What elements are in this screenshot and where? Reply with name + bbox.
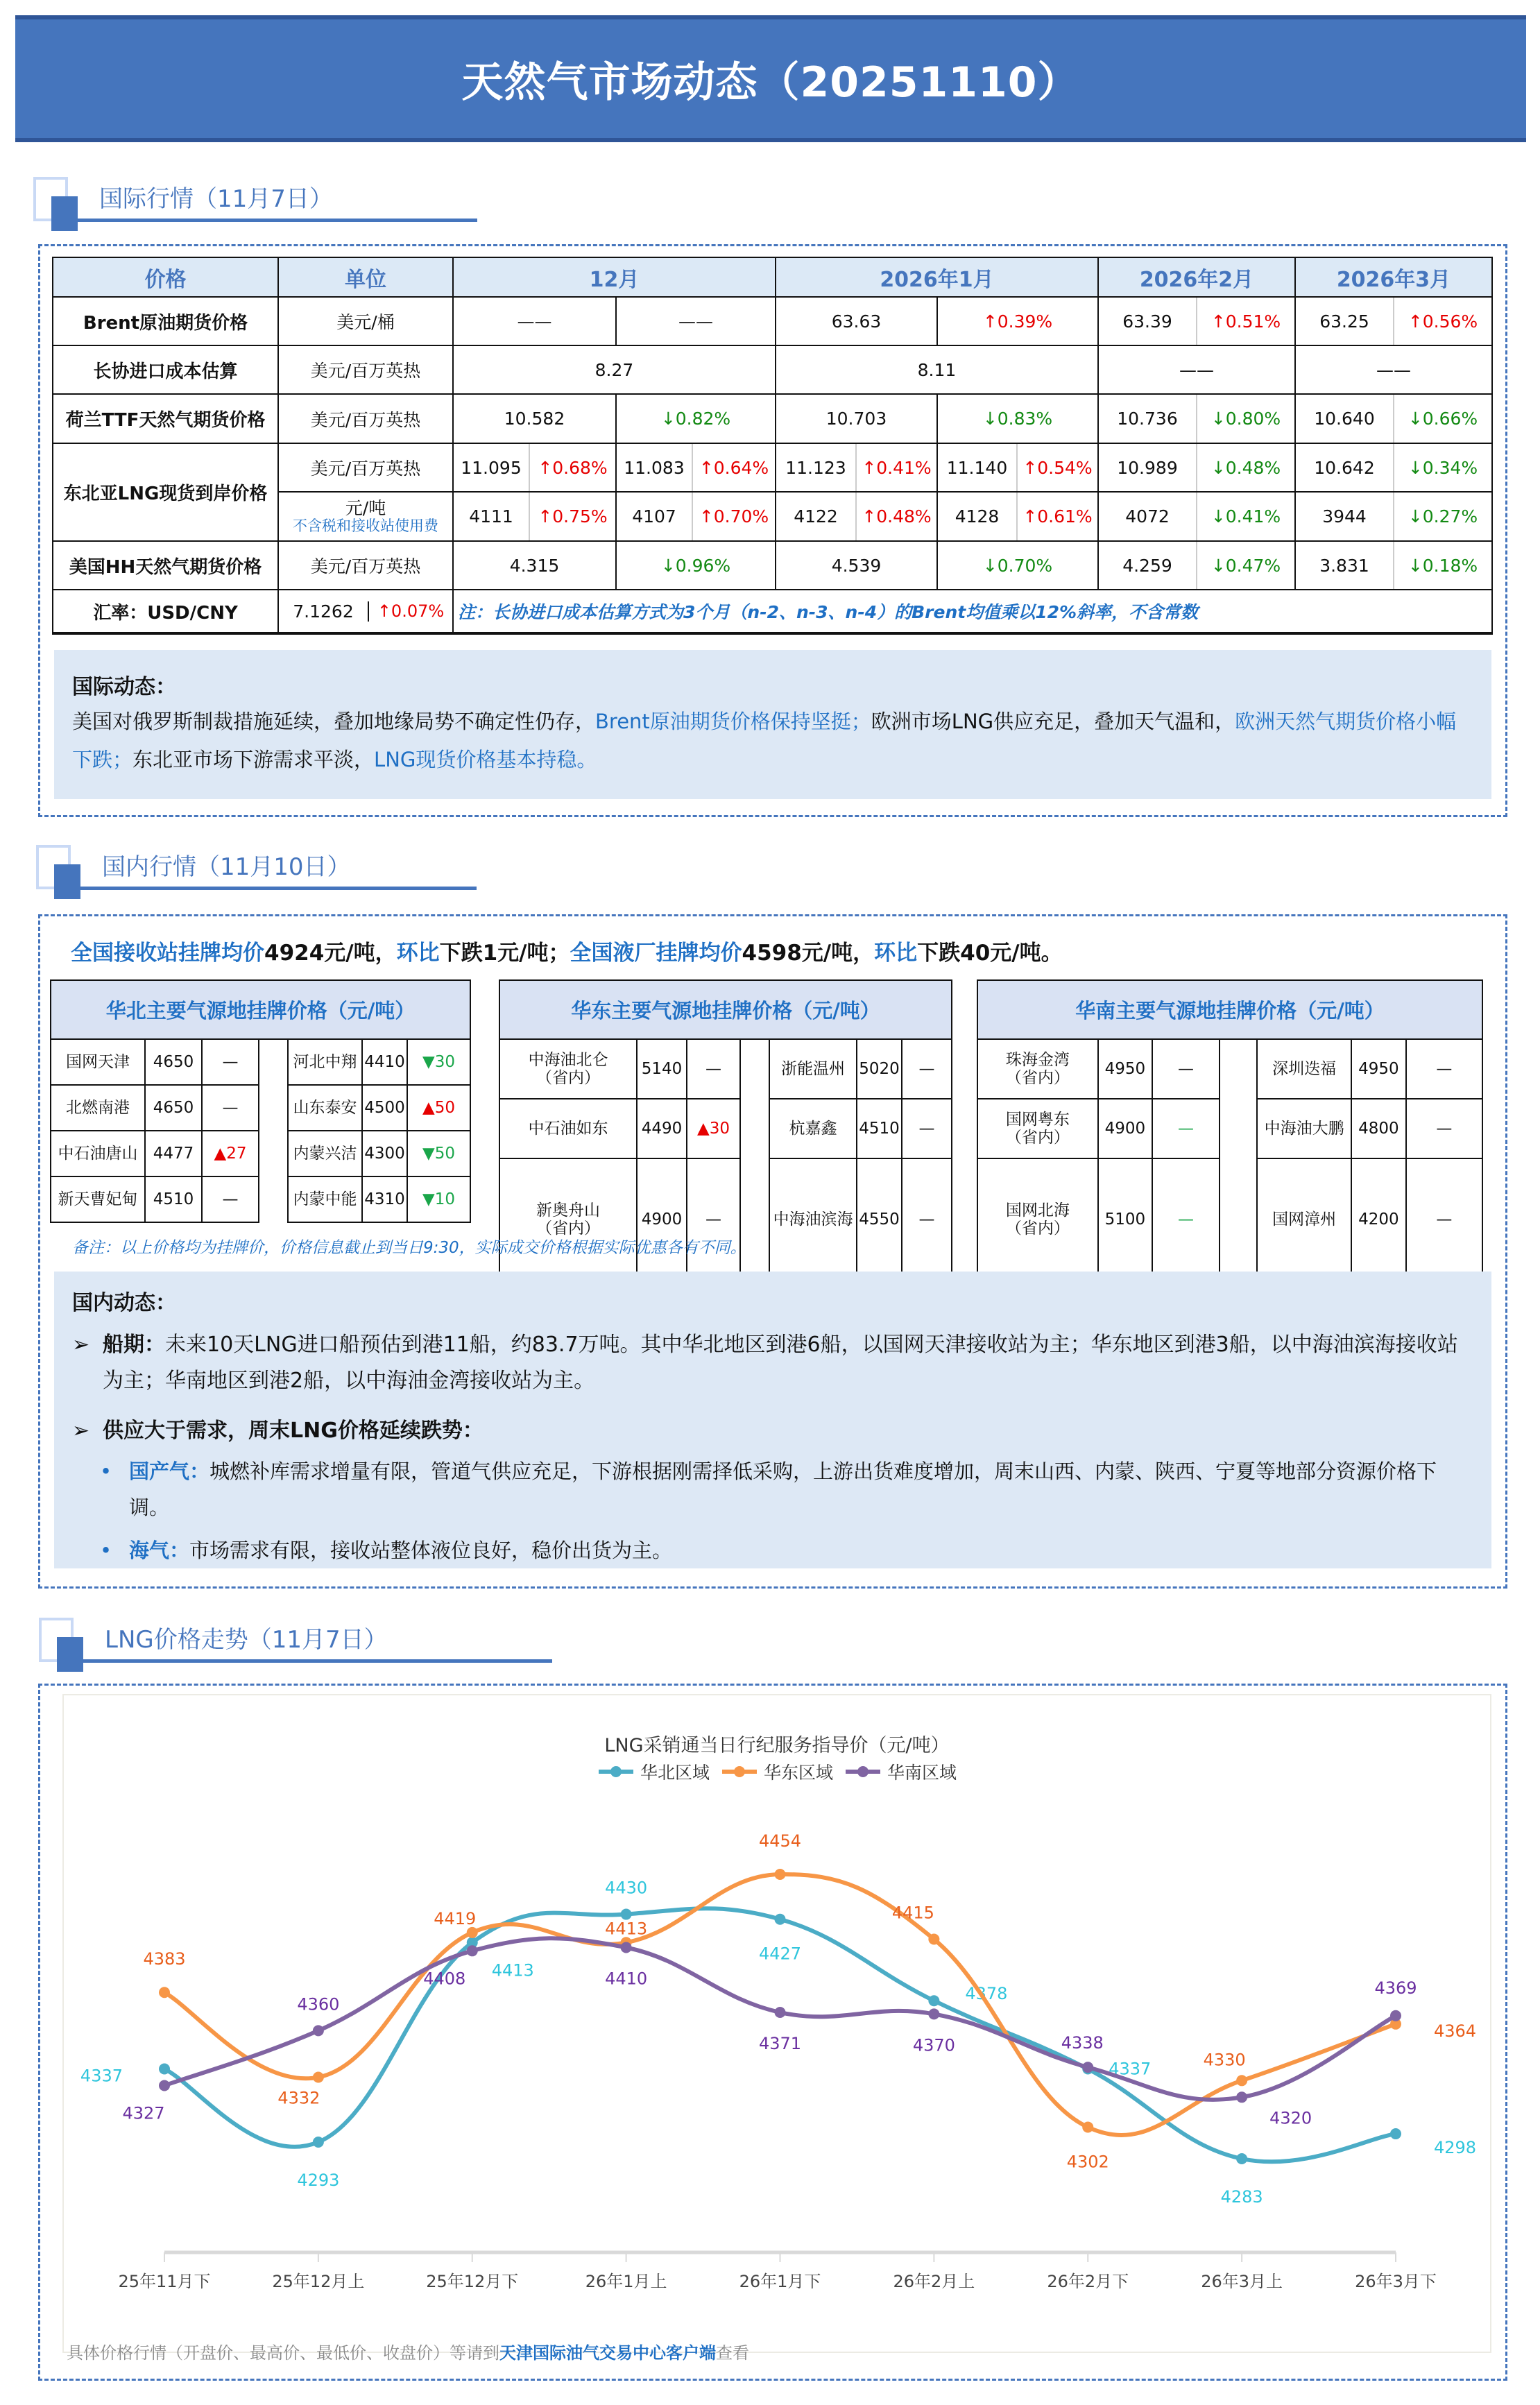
gap <box>740 1099 769 1158</box>
station-price: 4410 <box>362 1039 407 1085</box>
table-row <box>499 1158 952 1281</box>
data-label: 4413 <box>605 1919 648 1939</box>
news-highlight: 欧洲天然气期货价格小幅下跌； <box>72 710 1457 771</box>
data-point[interactable] <box>313 2072 324 2083</box>
x-tick-label: 26年2月上 <box>893 2272 975 2291</box>
data-label: 4408 <box>423 1969 466 1989</box>
cell-change: ↓0.18% <box>1394 541 1492 590</box>
cell-change: ↑0.39% <box>937 297 1098 345</box>
cell-change: ↓0.83% <box>937 394 1098 443</box>
gap <box>259 1176 288 1222</box>
cell-value: 10.736 <box>1098 394 1197 443</box>
section-underline <box>78 887 477 890</box>
data-label: 4378 <box>965 1984 1008 2004</box>
gap <box>1220 1099 1257 1158</box>
data-label: 4332 <box>277 2088 320 2108</box>
bullet-label: 海气： <box>129 1539 190 1562</box>
table-row <box>51 1039 470 1085</box>
table-row <box>499 1039 952 1099</box>
cell-value: 11.095 <box>453 443 529 492</box>
station-change: — <box>687 1158 740 1281</box>
news-text: 美国对俄罗斯制裁措施延续，叠加地缘局势不确定性仍存， <box>72 710 596 733</box>
station-name <box>977 1099 1098 1158</box>
data-label: 4360 <box>297 1994 340 2014</box>
gap <box>259 1085 288 1131</box>
data-label: 4364 <box>1434 2021 1477 2041</box>
data-label: 4327 <box>122 2103 165 2123</box>
cell-change: ↑0.56% <box>1394 297 1492 345</box>
section-square-dark-icon <box>54 864 80 899</box>
fx-change: ↑0.07% <box>377 601 445 621</box>
row-label: 汇率：USD/CNY <box>53 590 278 633</box>
cell-value: 8.11 <box>776 345 1098 394</box>
cell-value: 10.582 <box>453 394 616 443</box>
section-header-international <box>33 177 477 232</box>
data-point[interactable] <box>775 2007 786 2018</box>
col-header-jan: 2026年1月 <box>776 257 1098 297</box>
cell-value: 4072 <box>1098 492 1197 541</box>
legend-label: 华北区域 <box>640 1763 710 1783</box>
international-news <box>54 650 1491 799</box>
bullet-text: 市场需求有限，接收站整体液位良好，稳价出货为主。 <box>189 1539 673 1562</box>
data-point[interactable] <box>313 2137 324 2148</box>
station-change: — <box>1152 1099 1220 1158</box>
summary-label: 全国液厂挂牌均价 <box>570 941 742 966</box>
cell-change: ↑0.61% <box>1017 492 1098 541</box>
table-row <box>977 1039 1482 1099</box>
station-price: 4500 <box>362 1085 407 1131</box>
station-price: 4950 <box>1098 1039 1153 1099</box>
international-price-table <box>52 257 1493 635</box>
bullet-supply <box>72 1413 1473 1449</box>
station-price: 4950 <box>1351 1039 1406 1099</box>
cell-change: ↓0.96% <box>616 541 776 590</box>
region-title: 华南主要气源地挂牌价格（元/吨） <box>977 980 1482 1039</box>
unit-note: 不含税和接收站使用费 <box>293 517 438 534</box>
station-name: 深圳迭福 <box>1257 1039 1351 1099</box>
station-price: 4477 <box>145 1131 202 1176</box>
station-change: — <box>202 1085 259 1131</box>
data-point[interactable] <box>775 1914 786 1925</box>
table-row <box>51 1131 470 1176</box>
bullet-label: 供应大于需求，周末LNG价格延续跌势： <box>103 1419 484 1443</box>
station-price: 4650 <box>145 1039 202 1085</box>
gap <box>1220 1039 1257 1099</box>
station-change: ▼50 <box>407 1131 470 1176</box>
col-header-dec: 12月 <box>453 257 776 297</box>
data-point[interactable] <box>467 1927 478 1938</box>
region-title: 华北主要气源地挂牌价格（元/吨） <box>51 980 470 1039</box>
table-row <box>977 1099 1482 1158</box>
summary-label: 全国接收站挂牌均价 <box>71 941 264 966</box>
news-heading: 国际动态： <box>72 675 176 699</box>
data-point[interactable] <box>1236 2091 1247 2103</box>
station-price: 4800 <box>1351 1099 1406 1158</box>
page-title: 天然气市场动态（20251110） <box>461 58 1080 107</box>
data-point[interactable] <box>621 1942 632 1953</box>
data-label: 4369 <box>1374 1978 1417 1998</box>
data-label: 4371 <box>758 2034 802 2054</box>
data-point[interactable] <box>159 1987 170 1998</box>
station-change: — <box>687 1039 740 1099</box>
data-point[interactable] <box>1236 2075 1247 2086</box>
gap <box>740 1039 769 1099</box>
data-label: 4338 <box>1061 2033 1104 2053</box>
bullet-shipping <box>72 1327 1473 1399</box>
table-row <box>499 1099 952 1158</box>
station-name: 杭嘉鑫 <box>769 1099 857 1158</box>
arrow-bullet-icon: ➢ <box>72 1419 90 1443</box>
unit-cny: 元/吨 <box>345 497 386 518</box>
data-point[interactable] <box>1390 2128 1401 2139</box>
cell-value: 4128 <box>937 492 1017 541</box>
client-link[interactable]: 天津国际油气交易中心客户端 <box>499 2343 716 2363</box>
cell-change: ↓0.70% <box>937 541 1098 590</box>
region-title: 华东主要气源地挂牌价格（元/吨） <box>499 980 952 1039</box>
station-name: 浙能温州 <box>769 1039 857 1099</box>
station-price: 4490 <box>637 1099 687 1158</box>
cell-change: ↑0.64% <box>692 443 776 492</box>
x-tick-label: 25年12月下 <box>426 2272 519 2291</box>
cell-value: 3.831 <box>1295 541 1394 590</box>
data-label: 4293 <box>297 2171 340 2191</box>
cell-value: 10.703 <box>776 394 937 443</box>
data-point[interactable] <box>313 2025 324 2036</box>
station-change: ▼10 <box>407 1176 470 1222</box>
station-price: 5100 <box>1098 1158 1153 1281</box>
station-name: 新天曹妃甸 <box>51 1176 145 1222</box>
news-heading: 国内动态： <box>72 1291 176 1315</box>
fx-cell <box>278 590 453 633</box>
data-point[interactable] <box>159 2080 170 2091</box>
station-price: 4900 <box>1098 1099 1153 1158</box>
row-unit: 美元/百万英热 <box>278 443 453 492</box>
row-label: 长协进口成本估算 <box>53 345 278 394</box>
bullet-label: 国产气： <box>129 1460 210 1483</box>
data-label: 4410 <box>605 1969 648 1989</box>
section-underline <box>75 219 477 222</box>
news-highlight: Brent原油期货价格保持坚挺； <box>595 710 871 733</box>
cell-value: 63.63 <box>776 297 937 345</box>
cell-change: ↓0.41% <box>1197 492 1295 541</box>
cell-change: ↑0.70% <box>692 492 776 541</box>
cell-value: 8.27 <box>453 345 776 394</box>
legend-label: 华东区域 <box>763 1763 833 1783</box>
footer-note <box>67 2339 749 2363</box>
row-unit: 美元/百万英热 <box>278 541 453 590</box>
cell-value: 3944 <box>1295 492 1394 541</box>
data-label: 4430 <box>605 1878 648 1898</box>
section-header-domestic <box>36 845 480 900</box>
fx-value: 7.1262 <box>279 601 369 622</box>
col-header-mar: 2026年3月 <box>1295 257 1492 297</box>
data-point[interactable] <box>928 2008 939 2019</box>
bullet-text: 城燃补库需求增量有限，管道气供应充足，下游根据刚需择低采购，上游出货难度增加，周末山西、内蒙、陕西、宁夏等地部分资源价格下调。 <box>129 1460 1437 1519</box>
lng-price-chart <box>62 1694 1491 2353</box>
section-underline <box>80 1659 552 1663</box>
station-name: 中海油大鹏 <box>1257 1099 1351 1158</box>
chart-title: LNG采销通当日行纪服务指导价（元/吨） <box>604 1735 950 1756</box>
x-tick-label: 26年2月下 <box>1047 2272 1129 2291</box>
cell-change: ↑0.48% <box>856 492 937 541</box>
row-unit <box>278 492 453 541</box>
gap <box>259 1131 288 1176</box>
cell-change: ↓0.48% <box>1197 443 1295 492</box>
table-header-row <box>53 257 1492 297</box>
station-price: 4310 <box>362 1176 407 1222</box>
summary-value: 4924元/吨， <box>264 941 397 966</box>
data-label: 4302 <box>1066 2152 1109 2172</box>
station-change: — <box>1152 1039 1220 1099</box>
station-sub: （省内） <box>1005 1129 1070 1147</box>
station-price: 4510 <box>857 1099 902 1158</box>
cell-value: —— <box>1098 345 1295 394</box>
section-title: 国内行情（11月10日） <box>102 853 351 881</box>
station-name-text: 中海油北仑 <box>528 1051 608 1069</box>
station-name-text: 新奥舟山 <box>536 1201 600 1219</box>
section-title: LNG价格走势（11月7日） <box>105 1626 388 1654</box>
lt-cost-note: 注：长协进口成本估算方式为3个月（n-2、n-3、n-4）的Brent均值乘以12%斜率，不含常数 <box>453 590 1492 633</box>
domestic-news <box>54 1272 1491 1568</box>
summary-label: 环比 <box>396 941 440 966</box>
data-label: 4337 <box>80 2066 123 2086</box>
gap <box>1220 1158 1257 1281</box>
station-price: 4300 <box>362 1131 407 1176</box>
cell-change: ↑0.75% <box>529 492 616 541</box>
cell-change: ↓0.34% <box>1394 443 1492 492</box>
cell-change: ↓0.80% <box>1197 394 1295 443</box>
station-name: 中海油滨海 <box>769 1158 857 1281</box>
station-name: 内蒙兴洁 <box>288 1131 362 1176</box>
col-header-feb: 2026年2月 <box>1098 257 1295 297</box>
row-label: 美国HH天然气期货价格 <box>53 541 278 590</box>
cell-value: 63.25 <box>1295 297 1394 345</box>
station-name <box>499 1158 637 1281</box>
table-row-fx <box>53 590 1492 633</box>
station-price: 4550 <box>857 1158 902 1281</box>
station-change: ▲50 <box>407 1085 470 1131</box>
domestic-summary <box>71 935 1063 966</box>
data-point[interactable] <box>928 1995 939 2006</box>
data-label: 4413 <box>491 1960 534 1980</box>
table-row-brent <box>53 297 1492 345</box>
data-label: 4427 <box>758 1944 802 1964</box>
row-unit: 美元/桶 <box>278 297 453 345</box>
station-name: 国网天津 <box>51 1039 145 1085</box>
data-label: 4330 <box>1203 2050 1246 2070</box>
data-label: 4419 <box>434 1908 477 1928</box>
cell-value: 10.640 <box>1295 394 1394 443</box>
bullet-label: 船期： <box>103 1333 165 1357</box>
cell-value: 11.123 <box>776 443 856 492</box>
station-name <box>977 1158 1098 1281</box>
chart-plot-area <box>64 1695 1493 2354</box>
station-name: 内蒙中能 <box>288 1176 362 1222</box>
table-row-ttf <box>53 394 1492 443</box>
gap <box>259 1039 288 1085</box>
station-name-text: 国网北海 <box>1005 1201 1070 1219</box>
cell-change: ↓0.82% <box>616 394 776 443</box>
cell-change: ↓0.66% <box>1394 394 1492 443</box>
title-banner <box>15 15 1526 142</box>
news-text: 东北亚市场下游需求平淡， <box>132 748 375 771</box>
station-name-text: 珠海金湾 <box>1005 1051 1070 1069</box>
summary-value: 下跌1元/吨； <box>439 941 570 966</box>
row-label: Brent原油期货价格 <box>53 297 278 345</box>
x-tick-label: 25年11月下 <box>118 2272 211 2291</box>
cell-value: 10.989 <box>1098 443 1197 492</box>
cell-value: —— <box>616 297 776 345</box>
table-row-nea-usd <box>53 443 1492 492</box>
station-change: — <box>902 1039 952 1099</box>
station-name-text: 国网粤东 <box>1005 1111 1070 1129</box>
row-label: 荷兰TTF天然气期货价格 <box>53 394 278 443</box>
x-tick-label: 26年1月下 <box>739 2272 821 2291</box>
cell-change: ↑0.68% <box>529 443 616 492</box>
cell-value: 10.642 <box>1295 443 1394 492</box>
table-row-longterm <box>53 345 1492 394</box>
station-name: 山东泰安 <box>288 1085 362 1131</box>
row-unit: 美元/百万英热 <box>278 394 453 443</box>
dot-bullet-icon: • <box>100 1539 112 1562</box>
data-point[interactable] <box>1390 2010 1401 2021</box>
col-header-unit: 单位 <box>278 257 453 297</box>
data-label: 4383 <box>143 1949 186 1969</box>
cell-change: ↑0.51% <box>1197 297 1295 345</box>
data-label: 4370 <box>912 2035 955 2055</box>
station-change: ▼30 <box>407 1039 470 1085</box>
section-square-dark-icon <box>57 1637 83 1672</box>
data-point[interactable] <box>1236 2153 1247 2164</box>
station-name <box>499 1039 637 1099</box>
station-price: 4510 <box>145 1176 202 1222</box>
station-sub: （省内） <box>1005 1219 1070 1238</box>
footer-text: 查看 <box>716 2343 749 2363</box>
station-name: 中石油唐山 <box>51 1131 145 1176</box>
station-price: 4200 <box>1351 1158 1406 1281</box>
data-label: 4320 <box>1269 2108 1312 2128</box>
region-table-north <box>50 979 471 1223</box>
data-point[interactable] <box>928 1934 939 1945</box>
cell-change: ↓0.27% <box>1394 492 1492 541</box>
table-row <box>51 1176 470 1222</box>
cell-value: 4.259 <box>1098 541 1197 590</box>
cell-value: 4111 <box>453 492 529 541</box>
sub-bullet-domestic-gas <box>72 1453 1473 1525</box>
data-point[interactable] <box>1082 2062 1093 2073</box>
table-row <box>977 1158 1482 1281</box>
row-unit: 美元/百万英热 <box>278 345 453 394</box>
data-point[interactable] <box>467 1945 478 1956</box>
data-label: 4298 <box>1434 2138 1477 2158</box>
station-change: ▲30 <box>687 1099 740 1158</box>
dot-bullet-icon: • <box>100 1460 112 1483</box>
station-change: — <box>902 1099 952 1158</box>
cell-value: —— <box>453 297 616 345</box>
data-label: 4337 <box>1109 2059 1152 2079</box>
series-line <box>164 1874 1396 2135</box>
cell-value: 4122 <box>776 492 856 541</box>
x-tick-label: 26年1月上 <box>585 2272 667 2291</box>
data-label: 4454 <box>758 1831 802 1851</box>
station-sub: （省内） <box>1005 1069 1070 1087</box>
x-tick-label: 26年3月下 <box>1355 2272 1437 2291</box>
station-change: — <box>1406 1039 1482 1099</box>
station-price: 4650 <box>145 1085 202 1131</box>
news-body <box>72 703 1473 779</box>
table-row <box>51 1085 470 1131</box>
cell-value: 11.083 <box>616 443 692 492</box>
station-sub: （省内） <box>536 1069 600 1087</box>
cell-change: ↑0.54% <box>1017 443 1098 492</box>
station-name <box>977 1039 1098 1099</box>
station-price: 5140 <box>637 1039 687 1099</box>
x-tick-label: 25年12月上 <box>272 2272 365 2291</box>
section-title: 国际行情（11月7日） <box>99 185 333 213</box>
summary-value: 4598元/吨， <box>742 941 875 966</box>
summary-label: 环比 <box>874 941 918 966</box>
cell-value: 4107 <box>616 492 692 541</box>
station-name: 中石油如东 <box>499 1099 637 1158</box>
station-price: 4900 <box>637 1158 687 1281</box>
station-sub: （省内） <box>536 1219 600 1238</box>
station-change: ▲27 <box>202 1131 259 1176</box>
col-header-price: 价格 <box>53 257 278 297</box>
footer-text: 具体价格行情（开盘价、最高价、最低价、收盘价）等请到 <box>67 2343 499 2363</box>
data-label: 4415 <box>891 1903 934 1923</box>
gap <box>740 1158 769 1281</box>
cell-value: —— <box>1295 345 1492 394</box>
cell-value: 4.539 <box>776 541 937 590</box>
station-name: 河北中翔 <box>288 1039 362 1085</box>
row-label: 东北亚LNG现货到岸价格 <box>53 443 278 541</box>
data-point[interactable] <box>159 2064 170 2075</box>
price-remark: 备注：以上价格均为挂牌价，价格信息截止到当日9:30，实际成交价格根据实际优惠各有不同。 <box>72 1239 746 1257</box>
station-name: 北燃南港 <box>51 1085 145 1131</box>
data-point[interactable] <box>775 1869 786 1880</box>
cell-change: ↓0.47% <box>1197 541 1295 590</box>
table-row-hh <box>53 541 1492 590</box>
station-change: — <box>1406 1158 1482 1281</box>
news-highlight: LNG现货价格基本持稳。 <box>374 748 597 771</box>
cell-value: 4.315 <box>453 541 616 590</box>
data-point[interactable] <box>1082 2121 1093 2132</box>
section-square-dark-icon <box>51 196 78 231</box>
station-name: 国网漳州 <box>1257 1158 1351 1281</box>
sub-bullet-sea-gas <box>72 1532 1473 1568</box>
legend-label: 华南区域 <box>887 1763 957 1783</box>
section-header-trend <box>39 1618 552 1673</box>
news-text: 欧洲市场LNG供应充足，叠加天气温和， <box>871 710 1235 733</box>
station-change: — <box>202 1176 259 1222</box>
cell-value: 11.140 <box>937 443 1017 492</box>
station-change: — <box>1406 1099 1482 1158</box>
station-change: — <box>1152 1158 1220 1281</box>
station-change: — <box>202 1039 259 1085</box>
cell-value: 63.39 <box>1098 297 1197 345</box>
summary-value: 下跌40元/吨。 <box>917 941 1063 966</box>
x-tick-label: 26年3月上 <box>1201 2272 1283 2291</box>
data-label: 4283 <box>1220 2187 1263 2207</box>
arrow-bullet-icon: ➢ <box>72 1333 90 1357</box>
station-price: 5020 <box>857 1039 902 1099</box>
data-point[interactable] <box>621 1909 632 1920</box>
bullet-text: 未来10天LNG进口船预估到港11船，约83.7万吨。其中华北地区到港6船，以国网天津接收站为主；华东地区到港3船，以中海油滨海接收站为主；华南地区到港2船，以中海油金湾接收站为主。 <box>103 1333 1458 1393</box>
station-change: — <box>902 1158 952 1281</box>
cell-change: ↑0.41% <box>856 443 937 492</box>
region-table-south <box>977 979 1483 1281</box>
